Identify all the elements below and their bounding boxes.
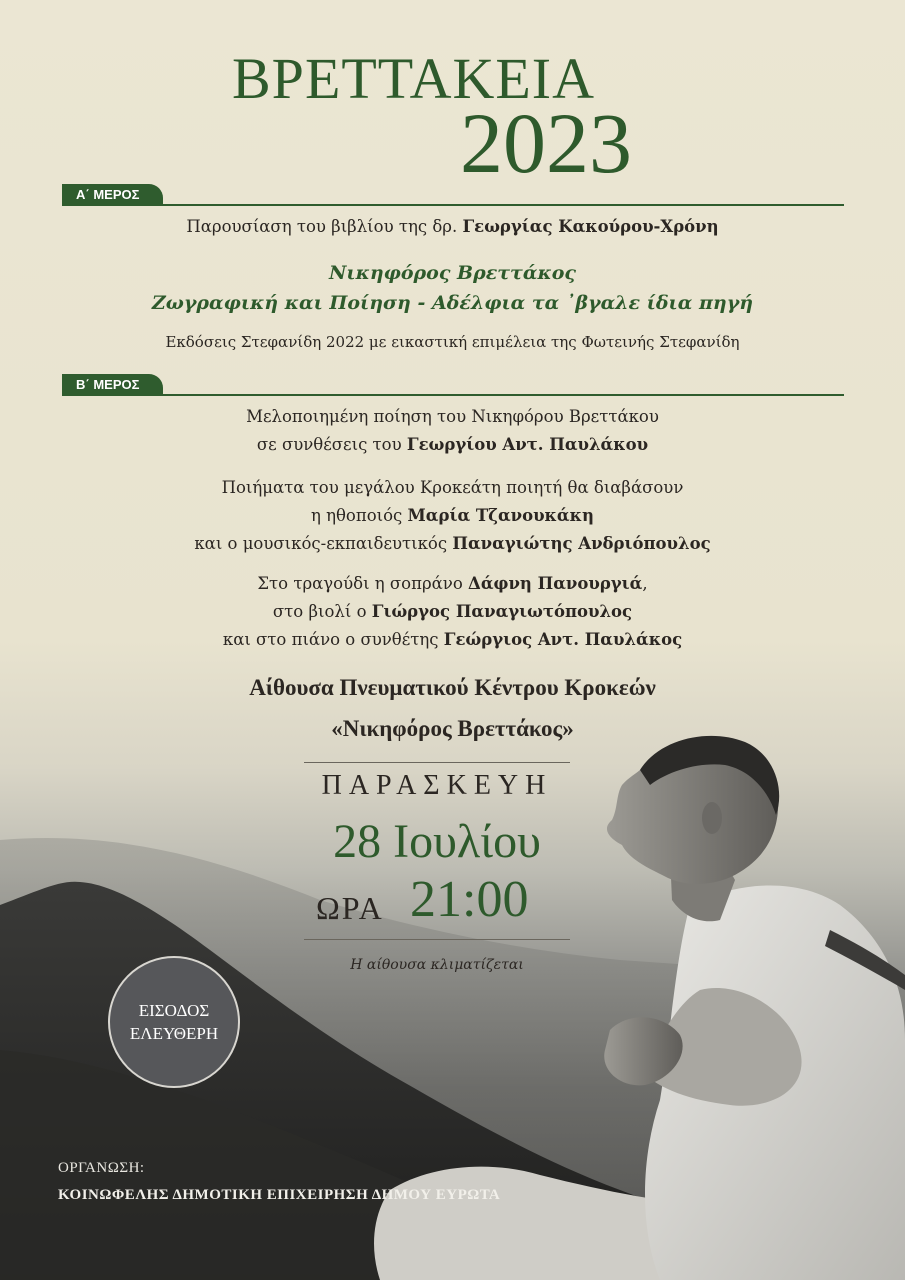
- part-b-label: Β΄ ΜΕΡΟΣ: [62, 374, 163, 395]
- free-entry-badge: [108, 956, 240, 1088]
- organizer-name: ΚΟΙΝΩΦΕΛΗΣ ΔΗΜΟΤΙΚΗ ΕΠΙΧΕΙΡΗΣΗ ΔΗΜΟΥ ΕΥΡΩΤΑ: [58, 1187, 501, 1203]
- venue-line-2: «Νικηφόρος Βρεττάκος»: [331, 716, 574, 741]
- date-bottom-rule: [304, 939, 570, 940]
- song-line-2-prefix: στο βιολί ο: [272, 602, 372, 621]
- organizer-label: ΟΡΓΑΝΩΣΗ:: [58, 1160, 145, 1176]
- poems-line-1: Ποιήματα του μεγάλου Κροκεάτη ποιητή θα διαβάσουν: [221, 478, 684, 497]
- song-line-1: [0, 570, 905, 598]
- venue-line-1: Αίθουσα Πνευματικού Κέντρου Κροκεών: [249, 675, 656, 700]
- song-line-1-prefix: Στο τραγούδι η σοπράνο: [257, 574, 469, 593]
- book-title-line-1: Νικηφόρος Βρεττάκος: [329, 262, 576, 284]
- musician-name: Παναγιώτης Ανδριόπουλος: [452, 534, 711, 553]
- festival-title: ΒΡΕΤΤΑΚΕΙΑ: [232, 46, 595, 111]
- event-date: 28 Ιουλίου: [333, 815, 541, 868]
- music-line-2: [0, 431, 905, 459]
- part-b-divider: [62, 394, 844, 396]
- music-line-1: Μελοποιημένη ποίηση του Νικηφόρου Βρεττάκου: [246, 407, 659, 426]
- part-b-header: [62, 374, 844, 396]
- festival-year: 2023: [460, 95, 632, 191]
- poems-line-3: [0, 530, 905, 558]
- soprano-name: Δάφνη Πανουργιά: [468, 574, 643, 593]
- actress-name: Μαρία Τζανουκάκη: [407, 506, 594, 525]
- song-line-2: [0, 598, 905, 626]
- song-line-1-suffix: ,: [642, 574, 648, 593]
- violinist-name: Γιώργος Παναγιωτόπουλος: [371, 602, 633, 621]
- composer-name: Γεωργίου Αντ. Παυλάκου: [406, 435, 649, 454]
- poems-line-3-prefix: και ο μουσικός-εκπαιδευτικός: [194, 534, 453, 553]
- book-title-line-2: Ζωγραφική και Ποίηση - Αδέλφια τα ᾽βγαλε ίδια πηγή: [151, 292, 754, 314]
- event-time: 21:00: [410, 871, 529, 928]
- book-presentation-line: [0, 213, 905, 241]
- date-top-rule: [304, 762, 570, 763]
- poems-line-2: [0, 502, 905, 530]
- presenter-name: Γεωργίας Κακούρου-Χρόνη: [462, 217, 719, 236]
- badge-line-1: ΕΙΣΟΔΟΣ: [138, 1001, 210, 1020]
- song-line-3: [0, 626, 905, 654]
- music-line-2-prefix: σε συνθέσεις του: [256, 435, 407, 454]
- air-conditioning-note: Η αίθουσα κλιματίζεται: [350, 957, 524, 973]
- event-day: ΠΑΡΑΣΚΕΥΗ: [321, 770, 553, 801]
- part-a-header: [62, 184, 844, 206]
- badge-line-2: ΕΛΕΥΘΕΡΗ: [129, 1024, 219, 1043]
- pianist-name: Γεώργιος Αντ. Παυλάκος: [443, 630, 683, 649]
- poems-line-2-prefix: η ηθοποιός: [310, 506, 408, 525]
- time-label: ΩΡΑ: [316, 890, 384, 926]
- part-a-label: Α΄ ΜΕΡΟΣ: [62, 184, 163, 205]
- presentation-prefix: Παρουσίαση του βιβλίου της δρ.: [186, 217, 463, 236]
- publisher-line: Εκδόσεις Στεφανίδη 2022 με εικαστική επιμέλεια της Φωτεινής Στεφανίδη: [165, 333, 740, 351]
- part-a-divider: [62, 204, 844, 206]
- song-line-3-prefix: και στο πιάνο ο συνθέτης: [222, 630, 444, 649]
